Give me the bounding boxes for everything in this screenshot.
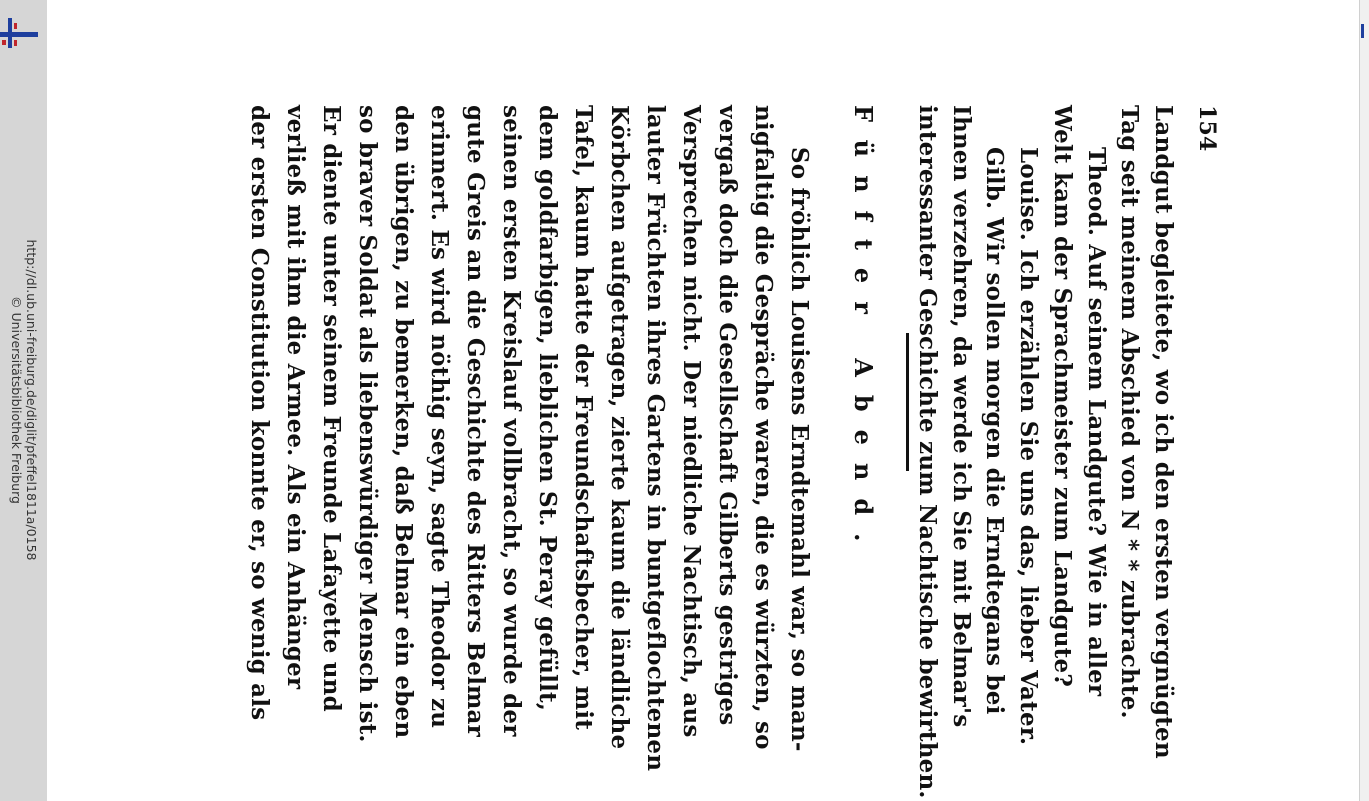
copyright-notice: © Universitätsbibliothek Freiburg (9, 296, 24, 504)
text-line: gute Greis an die Geschichte des Ritters Belmar (462, 105, 489, 737)
text-line: Tafel, kaum hatte der Freundschaftsbecher, mit (570, 105, 597, 731)
text-line: So fröhlich Louisens Erndtemahl war, so man- (786, 147, 813, 752)
text-line: vergaß doch die Gesellschaft Gilberts gestriges (714, 105, 741, 726)
right-scroll-edge[interactable] (1359, 0, 1369, 801)
text-line: so braver Soldat als liebenswürdiger Mensch ist. (354, 105, 381, 743)
text-line: lauter Früchten ihres Gartens in buntgeflochtenen (642, 105, 669, 772)
document-url[interactable]: http://dl.ub.uni-freiburg.de/diglit/pfeffel1811a/0158 (24, 239, 39, 561)
text-line: den übrigen, zu bemerken, daß Belmar ein eben (390, 105, 417, 739)
text-line: Welt kam der Sprachmeister zum Landgute? (1049, 105, 1076, 688)
text-line: dem goldfarbigen, lieblichen St. Peray gefüllt, (534, 105, 561, 712)
text-line: Louise. Ich erzählen Sie uns das, lieber Vater. (1015, 147, 1042, 746)
text-line: seinen ersten Kreislauf vollbracht, so wurde der (498, 105, 525, 737)
section-divider (906, 333, 909, 471)
text-line: nigfaltig die Gespräche waren, die es würzten, so (750, 105, 777, 750)
text-line: interessanter Geschichte zum Nachtische bewirthen. (914, 105, 941, 799)
text-line: Landgut begleitete, wo ich den ersten vergnügten (1150, 105, 1177, 759)
text-line: Versprechen nicht. Der niedliche Nachtisch, aus (678, 105, 705, 738)
section-heading: Fünfter Abend. (849, 105, 878, 560)
text-line: der ersten Constitution konnte er, so wenig als (246, 105, 273, 721)
text-line: Gilb. Wir sollen morgen die Erndtegans bei (981, 147, 1008, 715)
viewer-sidebar (0, 0, 47, 801)
text-line: Er diente unter seinem Freunde Lafayette und (318, 105, 345, 712)
text-line: erinnert. Es wird nöthig seyn, sagte Theodor zu (426, 105, 453, 729)
text-line: Tag seit meinem Abschied von N * * zubrachte. (1116, 105, 1143, 719)
page-number: 154 (1194, 105, 1220, 152)
text-line: Ihnen verzehren, da werde ich Sie mit Belmar's (948, 105, 975, 728)
text-line: verließ mit ihm die Armee. Als ein Anhänger (282, 105, 309, 690)
page-marker-icon (1361, 24, 1364, 38)
text-line: Theod. Auf seinem Landgute? Wie in aller (1083, 147, 1110, 697)
page-text (170, 105, 1220, 799)
text-line: Körbchen aufgetragen, zierte kaum die ländliche (606, 105, 633, 750)
sidebar-info (0, 0, 47, 801)
